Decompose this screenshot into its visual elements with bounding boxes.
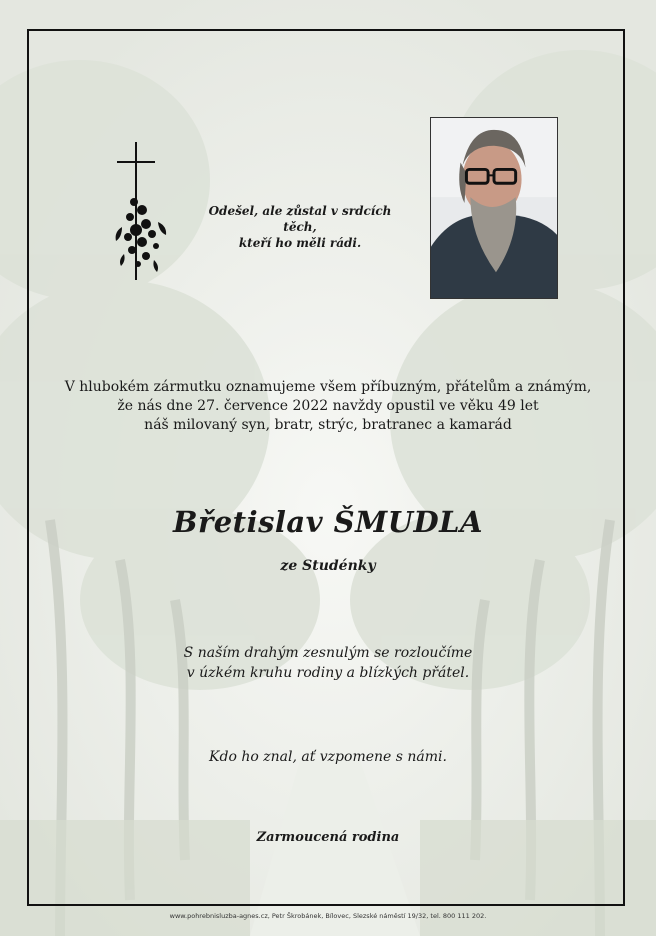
farewell-line-2: v úzkém kruhu rodiny a blízkých přátel. [186, 665, 470, 681]
funeral-service-footer: www.pohrebnisluzba-agnes.cz, Petr Škrobánek, Bílovec, Slezské náměstí 19/32, tel. 800 111 202. [169, 912, 487, 920]
family-signature: Zarmoucená rodina [256, 830, 400, 845]
farewell-line-1: S naším drahým zesnulým se rozloučíme [183, 645, 473, 661]
flower-spray-icon [116, 198, 167, 272]
remember-line: Kdo ho znal, ať vzpomene s námi. [209, 749, 447, 765]
motto-line-2: kteří ho měli rádi. [238, 236, 362, 250]
announcement-line-3: náš milovaný syn, bratr, strýc, bratranec a kamarád [144, 417, 512, 433]
motto [190, 203, 410, 251]
announcement-line-2: že nás dne 27. července 2022 navždy opustil ve věku 49 let [117, 398, 539, 414]
portrait-photo [430, 117, 558, 299]
announcement-line-1: V hlubokém zármutku oznamujeme všem příbuzným, přátelům a známým, [64, 379, 592, 395]
farewell-note [40, 643, 616, 683]
death-announcement [40, 378, 616, 435]
deceased-origin: ze Studénky [280, 558, 376, 574]
motto-line-1: Odešel, ale zůstal v srdcích těch, [208, 204, 392, 234]
deceased-name: Břetislav ŠMUDLA [172, 505, 484, 539]
cross-icon [112, 142, 172, 282]
